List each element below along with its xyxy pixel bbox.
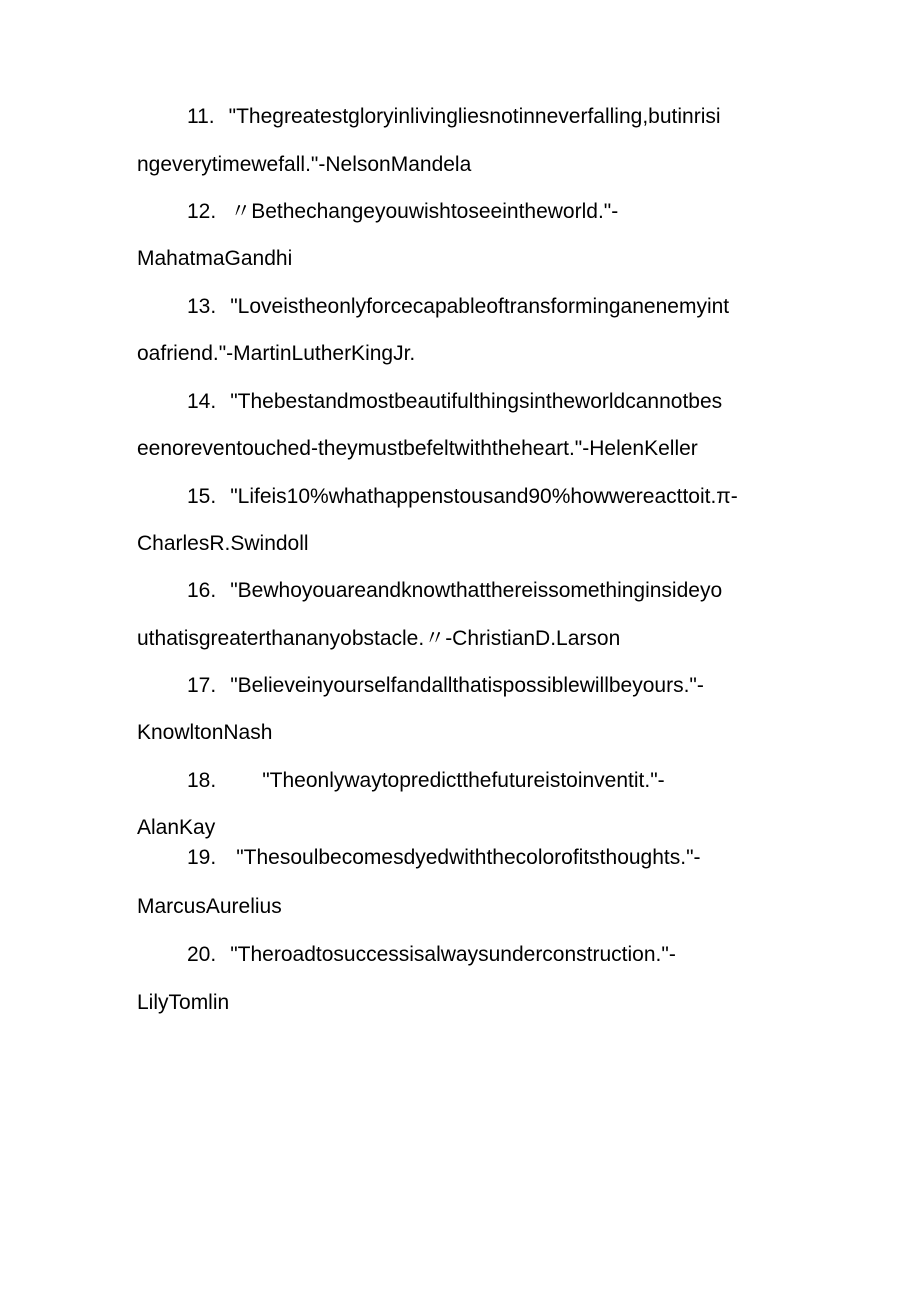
quote-text-continued: MarcusAurelius xyxy=(137,895,282,918)
quote-18-line-2 xyxy=(137,815,215,841)
quote-text: "Theroadtosuccessisalwaysunderconstruction."- xyxy=(230,943,676,966)
quote-12-line-1 xyxy=(187,199,618,225)
quote-15-line-2 xyxy=(137,531,309,557)
quote-number: 13. xyxy=(187,295,217,318)
quote-number: 14. xyxy=(187,390,217,413)
quote-14-line-1 xyxy=(187,389,722,415)
quote-13-line-2 xyxy=(137,341,415,367)
quote-text-continued: uthatisgreaterthananyobstacle.〃-ChristianD.Larson xyxy=(137,627,621,650)
quote-17-line-1 xyxy=(187,673,704,699)
quote-text: "Thesoulbecomesdyedwiththecolorofitsthoughts."- xyxy=(236,846,701,869)
quote-number: 11. xyxy=(187,105,215,128)
quote-text-continued: oafriend."-MartinLutherKingJr. xyxy=(137,342,416,365)
quote-text: 〃Bethechangeyouwishtoseeintheworld."- xyxy=(230,200,619,223)
quote-text-continued: MahatmaGandhi xyxy=(137,247,293,270)
quote-text: "Believeinyourselfandallthatispossiblewillbeyours."- xyxy=(230,674,704,697)
quote-number: 18. xyxy=(187,769,217,792)
quote-text: "Bewhoyouareandknowthatthereissomethinginsideyo xyxy=(230,579,723,602)
quote-text-continued: CharlesR.Swindoll xyxy=(137,532,309,555)
quote-16-line-2 xyxy=(137,626,620,652)
quote-text-continued: ngeverytimewefall."-NelsonMandela xyxy=(137,153,472,176)
quote-20-line-1 xyxy=(187,942,676,968)
quote-text: "Thegreatestgloryinlivingliesnotinneverfalling,butinrisi xyxy=(228,105,721,128)
quote-text-continued: AlanKay xyxy=(137,816,216,839)
quote-number: 20. xyxy=(187,943,217,966)
quote-11-line-2 xyxy=(137,152,471,178)
quote-16-line-1 xyxy=(187,578,722,604)
quote-text: "Lifeis10%whathappenstousand90%howwereacttoit.π- xyxy=(230,485,738,508)
quote-19-line-1 xyxy=(187,845,701,871)
quote-18-line-1 xyxy=(187,768,665,794)
quote-number: 16. xyxy=(187,579,217,602)
quote-text: "Theonlywaytopredictthefutureistoinventit."- xyxy=(262,769,665,792)
quote-15-line-1 xyxy=(187,484,738,510)
quote-number: 19. xyxy=(187,846,217,869)
quote-11-line-1 xyxy=(187,104,721,130)
quote-number: 17. xyxy=(187,674,217,697)
quote-text-continued: KnowltonNash xyxy=(137,721,273,744)
quote-text: "Loveistheonlyforcecapableoftransforminganenemyint xyxy=(230,295,730,318)
quote-number: 12. xyxy=(187,200,217,223)
quote-19-line-2 xyxy=(137,894,282,920)
quote-text-continued: LilyTomlin xyxy=(137,991,230,1014)
quote-14-line-2 xyxy=(137,436,698,462)
quote-text: "Thebestandmostbeautifulthingsintheworldcannotbes xyxy=(230,390,723,413)
quote-13-line-1 xyxy=(187,294,729,320)
quote-17-line-2 xyxy=(137,720,272,746)
quote-12-line-2 xyxy=(137,246,292,272)
quote-text-continued: eenoreventouched-theymustbefeltwiththeheart."-HelenKeller xyxy=(137,437,698,460)
quote-number: 15. xyxy=(187,485,217,508)
quote-20-line-2 xyxy=(137,990,229,1016)
